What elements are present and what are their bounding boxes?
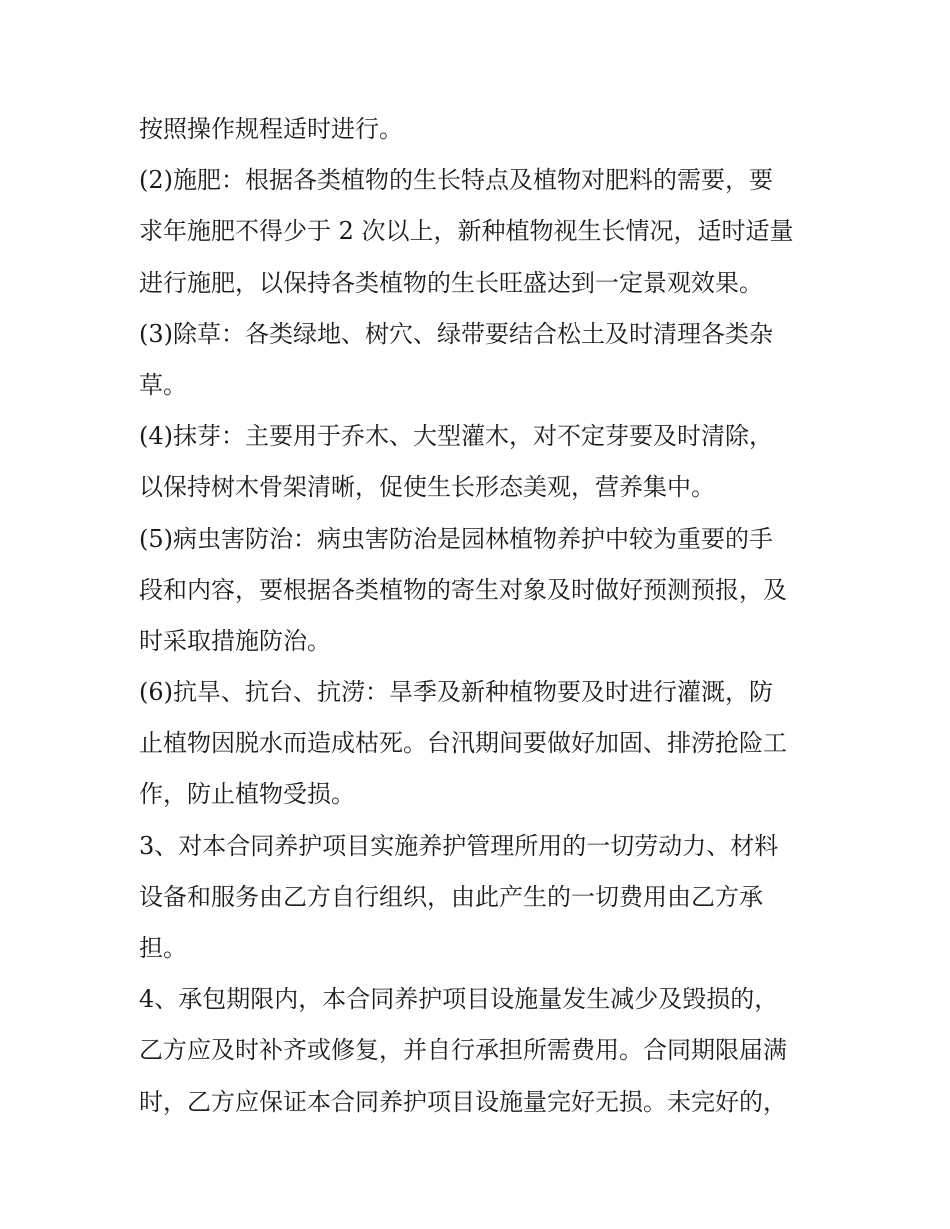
- text-line: 担。: [139, 934, 187, 962]
- text-line: 时采取措施防治。: [139, 626, 331, 655]
- text-line: 设备和服务由乙方自行组织，由此产生的一切费用由乙方承: [139, 882, 763, 911]
- text-line: 求年施肥不得少于 2 次以上，新种植物视生长情况，适时适量: [139, 217, 794, 246]
- text-line: (4)抹芽：主要用于乔木、大型灌木，对不定芽要及时清除，: [139, 422, 773, 451]
- text-line: 作，防止植物受损。: [139, 780, 355, 809]
- text-line: 3、对本合同养护项目实施养护管理所用的一切劳动力、材料: [139, 831, 779, 860]
- text-line: 段和内容，要根据各类植物的寄生对象及时做好预测预报，及: [139, 575, 787, 604]
- text-line: 乙方应及时补齐或修复，并自行承担所需费用。合同期限届满: [139, 1036, 787, 1065]
- text-line: 以保持树木骨架清晰，促使生长形态美观，营养集中。: [139, 473, 715, 502]
- text-line: 4、承包期限内，本合同养护项目设施量发生减少及毁损的，: [139, 985, 779, 1014]
- text-line: 时，乙方应保证本合同养护项目设施量完好无损。未完好的，: [139, 1087, 787, 1116]
- text-line: 草。: [139, 370, 187, 399]
- text-line: 进行施肥，以保持各类植物的生长旺盛达到一定景观效果。: [139, 268, 763, 297]
- document-body: [139, 104, 829, 1128]
- text-line: (6)抗旱、抗台、抗涝：旱季及新种植物要及时进行灌溉，防: [139, 678, 773, 707]
- text-line: (2)施肥：根据各类植物的生长特点及植物对肥料的需要，要: [139, 166, 773, 195]
- text-line: (3)除草：各类绿地、树穴、绿带要结合松土及时清理各类杂: [139, 319, 773, 348]
- text-line: (5)病虫害防治：病虫害防治是园林植物养护中较为重要的手: [139, 524, 773, 553]
- text-line: 按照操作规程适时进行。: [139, 115, 403, 143]
- text-line: 止植物因脱水而造成枯死。台汛期间要做好加固、排涝抢险工: [139, 729, 787, 758]
